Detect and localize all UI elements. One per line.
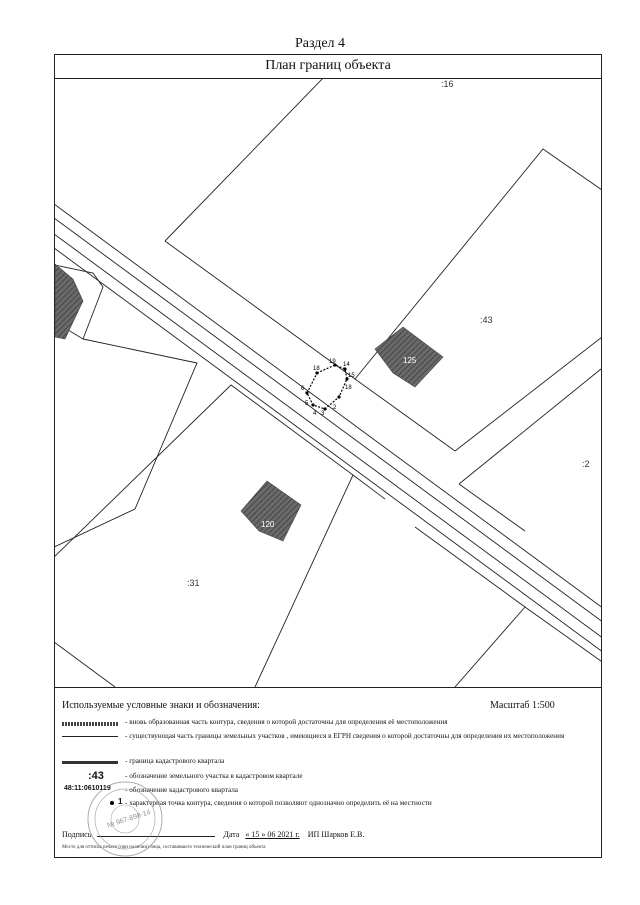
legend-symbol-new-contour (62, 722, 118, 726)
parcel-label-2: :2 (582, 459, 590, 469)
building-label-125: 125 (403, 356, 417, 365)
legend-symbol-parcel-label: :43 (88, 770, 104, 782)
map-scale: Масштаб 1:500 (490, 700, 555, 711)
cadastral-map (55, 79, 601, 687)
building-label-120: 120 (261, 520, 275, 529)
signer-name: ИП Шарков Е.В. (307, 830, 365, 839)
parcel-label-16: :16 (441, 79, 454, 89)
point-label: 18 (313, 366, 320, 372)
section-title: Раздел 4 (294, 36, 346, 51)
parcel-label-31: :31 (187, 578, 200, 588)
signature-label: Подпись (62, 830, 92, 839)
legend-symbol-point: 1 (118, 797, 123, 806)
legend-text-quarter-boundary: - граница кадастрового квартала (125, 757, 225, 765)
road-edge-4 (55, 245, 601, 661)
legend-symbol-quarter-boundary (62, 761, 118, 764)
legend-text-new-contour: - вновь образованная часть контура, сведения о которой достаточны для определения её местоположения (125, 718, 448, 726)
parcel-2-boundary (459, 369, 601, 484)
parcel-31-boundary (55, 385, 353, 687)
parcel-label-43: :43 (480, 315, 493, 325)
legend-title: Используемые условные знаки и обозначения: (62, 700, 260, 711)
seal-stamp (86, 780, 164, 858)
legend-text-existing-boundary: - существующая часть границы земельных участков , имеющиеся в ЕГРН сведения о которой достаточны для определения их местоположения (125, 732, 565, 740)
building-left-edge (55, 264, 83, 339)
map-legend-divider (54, 687, 602, 688)
point-label: 2 (333, 405, 337, 411)
point-label: 18 (345, 385, 352, 391)
plan-title: План границ объекта (54, 54, 602, 79)
point-label: 4 (313, 411, 317, 417)
legend-text-quarter-number: - обозначение кадастрового квартала (125, 786, 238, 794)
date-value: « 15 » 06 2021 г. (245, 830, 300, 839)
svg-text:№ 967-898-14: № 967-898-14 (106, 808, 152, 830)
point-label: 14 (343, 362, 350, 368)
footnote: Место для оттиска печати (при наличии) лица, составившего технический план границ объекта (62, 845, 266, 850)
road-edge-3 (55, 231, 601, 647)
point-label: 6 (301, 386, 305, 392)
legend-text-point: - характерная точка контура, сведения о которой позволяют однозначно определить её на местности (125, 799, 432, 807)
building-120 (241, 481, 301, 541)
parcel-16-boundary (165, 79, 327, 241)
point-label: 15 (348, 373, 355, 379)
legend-symbol-quarter-number: 48:11:0610119 (64, 785, 111, 792)
road-edge-2 (55, 215, 601, 631)
date-label: Дата (223, 830, 240, 839)
legend-symbol-existing-boundary (62, 736, 118, 737)
point-label: 19 (329, 359, 336, 365)
point-label: 3 (321, 411, 325, 417)
road-edge-1 (55, 201, 601, 617)
point-label: 5 (305, 401, 309, 407)
legend-text-parcel-label: - обозначение земельного участка в кадастровом квартале (125, 772, 303, 780)
